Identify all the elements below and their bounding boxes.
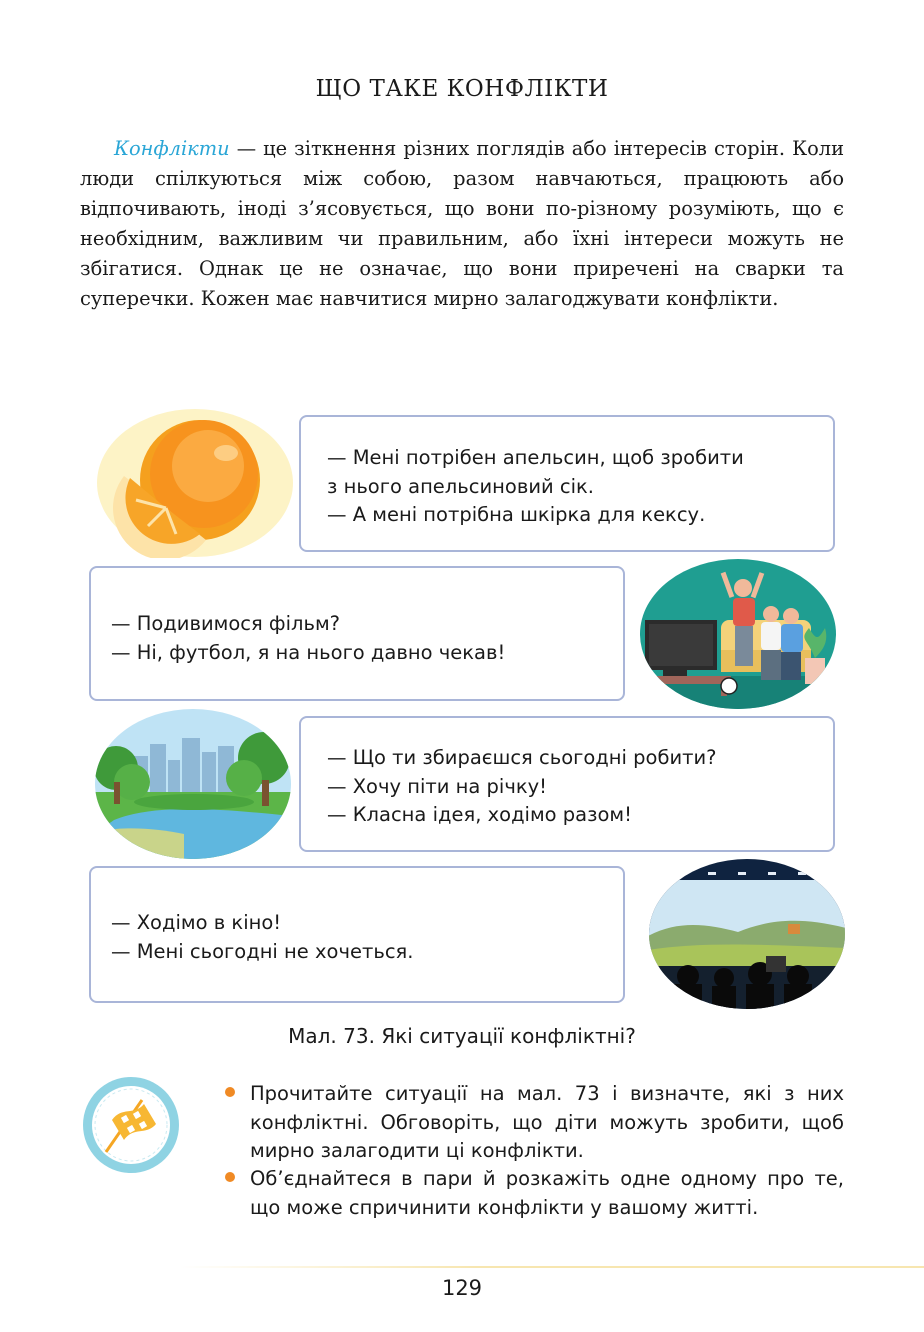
intro-paragraph	[80, 134, 844, 314]
figure-caption: Мал. 73. Які ситуації конфліктні?	[288, 1024, 636, 1048]
dialogue-line: — Мені потрібен апельсин, щоб зробити	[327, 446, 744, 469]
bullet-icon	[225, 1172, 235, 1182]
dialogue-line: — Класна ідея, ходімо разом!	[327, 803, 632, 826]
bullet-icon	[225, 1087, 235, 1097]
term-conflicts: Конфлікти	[114, 137, 230, 160]
dialogue-line: — Хочу піти на річку!	[327, 774, 547, 798]
situation-box-4	[89, 866, 625, 1003]
dialogue-line: — А мені потрібна шкірка для кексу.	[327, 503, 706, 526]
orange-illustration	[96, 408, 294, 558]
situation-box-2	[89, 566, 625, 701]
dialogue-line: — Мені сьогодні не хочеться.	[111, 939, 414, 963]
intro-text: — це зіткнення різних поглядів або інтересів сторін. Коли люди спілкуються між собою, разом навчаються, працюють або відпочивають, іноді з’ясовується, що вони по-різному розуміють, що є необхідним, важливим чи правильним, або їхні інтереси можуть не збігатися. Однак це не означає, що вони приречені на сварки та суперечки. Кожен має навчитися мирно залагоджувати конфлікти.	[80, 137, 844, 310]
task-2: Об’єднайтеся в пари й розкажіть одне одному про те, що може спричинити конфлікти у вашому житті.	[250, 1167, 844, 1219]
dialogue-line: — Ходімо в кіно!	[111, 911, 282, 934]
football-fans-illustration	[639, 558, 837, 710]
situation-box-3	[299, 716, 835, 852]
page-number: 129	[441, 1276, 483, 1300]
cinema-illustration	[648, 858, 846, 1010]
dialogue-line: з нього апельсиновий сік.	[327, 474, 594, 498]
dialogue-line: — Подивимося фільм?	[111, 612, 341, 635]
page-title: ЩО ТАКЕ КОНФЛІКТИ	[315, 76, 609, 102]
footer-rule	[180, 1266, 924, 1268]
dialogue-line: — Ні, футбол, я на нього давно чекав!	[111, 640, 506, 664]
task-1: Прочитайте ситуації на мал. 73 і визначте, які з них конфліктні. Обговоріть, що діти можуть зробити, щоб мирно залагодити ці конфлікти.	[250, 1082, 844, 1162]
dialogue-line: — Що ти збираєшся сьогодні робити?	[327, 746, 717, 769]
river-park-illustration	[94, 708, 292, 860]
situation-box-1	[299, 415, 835, 552]
checkered-flag-icon	[82, 1076, 180, 1174]
